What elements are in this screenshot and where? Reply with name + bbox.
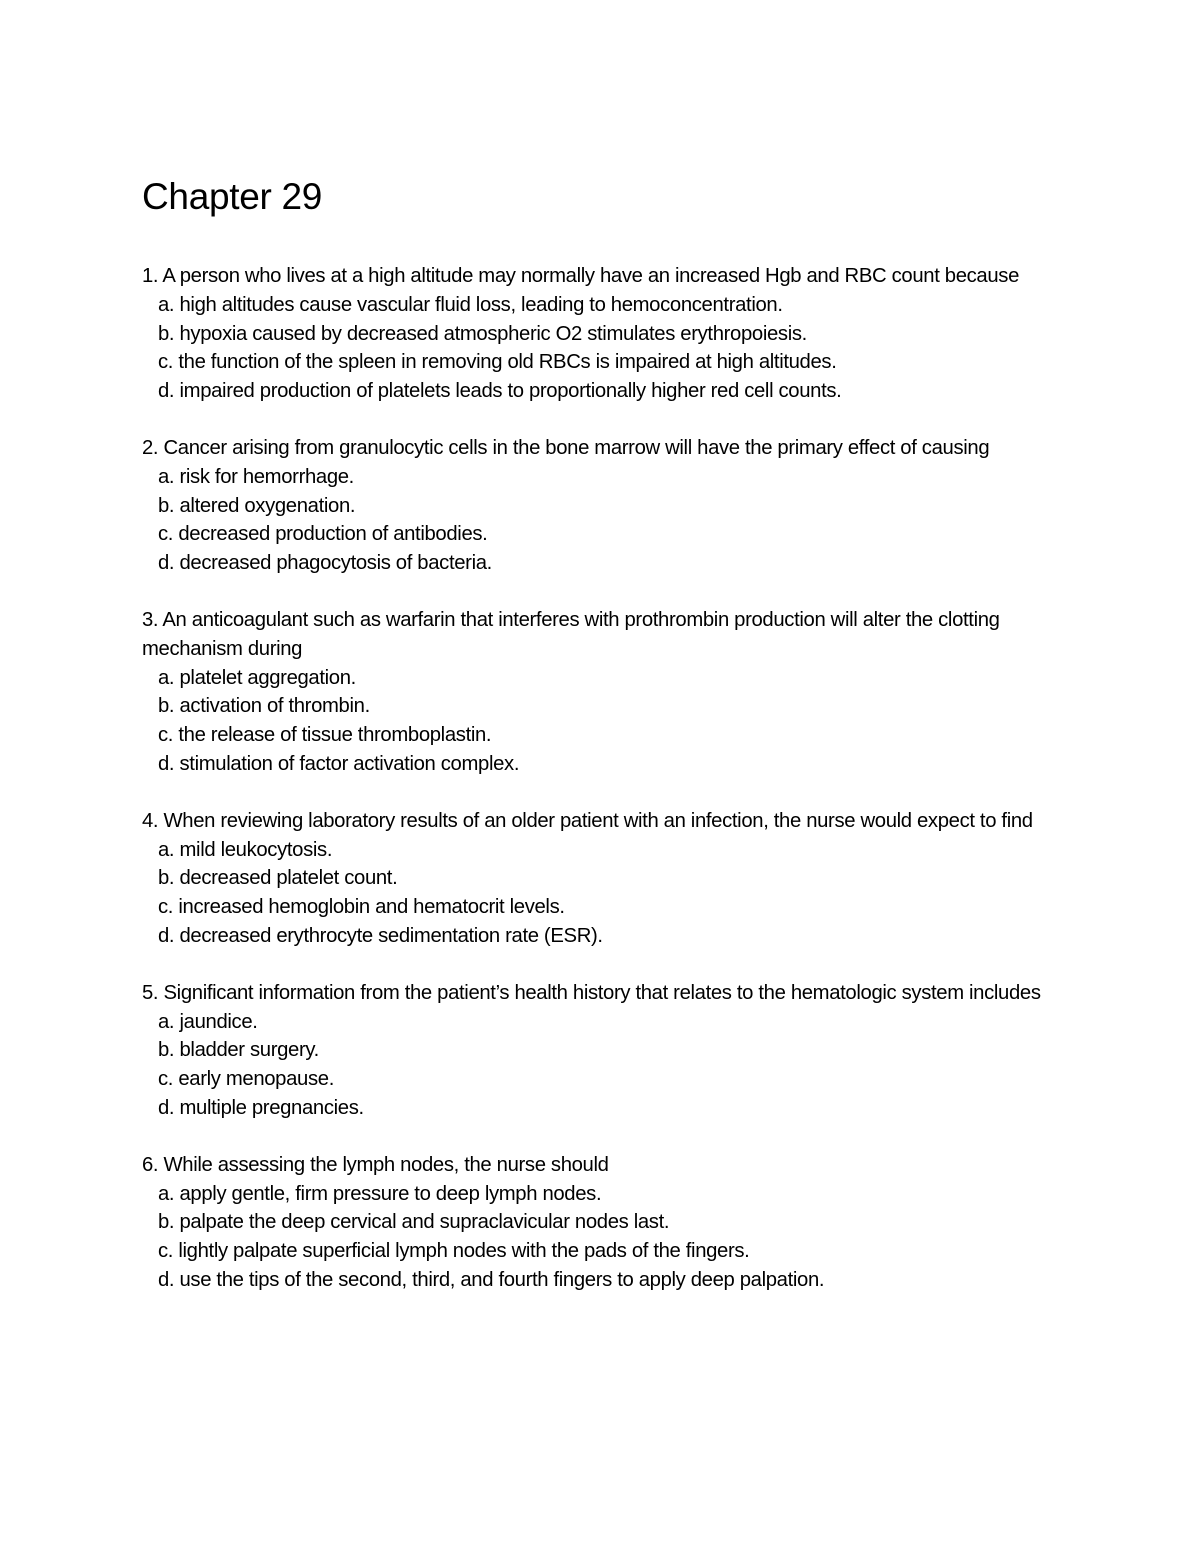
answer-option-c: c. decreased production of antibodies. bbox=[158, 523, 488, 546]
question-2 bbox=[142, 434, 1062, 578]
question-stem: 3. An anticoagulant such as warfarin that interferes with prothrombin production will alter the clotting mechanism during bbox=[142, 608, 1000, 660]
question-stem: 4. When reviewing laboratory results of an older patient with an infection, the nurse would expect to find bbox=[142, 809, 1033, 832]
answer-option-b: b. bladder surgery. bbox=[158, 1039, 319, 1062]
question-stem: 1. A person who lives at a high altitude may normally have an increased Hgb and RBC count because bbox=[142, 265, 1019, 287]
answer-option-d: d. impaired production of platelets leads to proportionally higher red cell counts. bbox=[158, 380, 842, 403]
question-6 bbox=[142, 1151, 1062, 1295]
answer-option-d: d. stimulation of factor activation complex. bbox=[158, 752, 520, 775]
question-stem: 6. While assessing the lymph nodes, the nurse should bbox=[142, 1153, 609, 1176]
answer-option-b: b. hypoxia caused by decreased atmospheric O2 stimulates erythropoiesis. bbox=[158, 322, 807, 345]
answer-option-a: a. jaundice. bbox=[158, 1010, 258, 1033]
answer-option-b: b. palpate the deep cervical and supraclavicular nodes last. bbox=[158, 1211, 670, 1234]
question-stem: 5. Significant information from the patient’s health history that relates to the hematologic system includes bbox=[142, 981, 1041, 1004]
answer-option-c: c. the release of tissue thromboplastin. bbox=[158, 724, 492, 747]
answer-option-a: a. mild leukocytosis. bbox=[158, 838, 333, 861]
question-stem: 2. Cancer arising from granulocytic cells in the bone marrow will have the primary effect of causing bbox=[142, 436, 990, 459]
answer-option-a: a. risk for hemorrhage. bbox=[158, 465, 354, 488]
answer-option-a: a. high altitudes cause vascular fluid loss, leading to hemoconcentration. bbox=[158, 293, 783, 316]
answer-option-c: c. early menopause. bbox=[158, 1068, 334, 1091]
answer-option-d: d. use the tips of the second, third, and fourth fingers to apply deep palpation. bbox=[158, 1268, 825, 1291]
answer-option-c: c. lightly palpate superficial lymph nodes with the pads of the fingers. bbox=[158, 1240, 750, 1263]
answer-option-a: a. platelet aggregation. bbox=[158, 666, 356, 689]
answer-option-d: d. multiple pregnancies. bbox=[158, 1096, 364, 1119]
question-5 bbox=[142, 979, 1062, 1123]
answer-option-d: d. decreased phagocytosis of bacteria. bbox=[158, 552, 492, 575]
answer-option-b: b. decreased platelet count. bbox=[158, 867, 398, 890]
answer-option-b: b. activation of thrombin. bbox=[158, 695, 370, 718]
answer-option-a: a. apply gentle, firm pressure to deep lymph nodes. bbox=[158, 1182, 602, 1205]
question-1 bbox=[142, 262, 1062, 406]
answer-option-d: d. decreased erythrocyte sedimentation rate (ESR). bbox=[158, 924, 603, 947]
answer-option-c: c. increased hemoglobin and hematocrit levels. bbox=[158, 896, 565, 919]
chapter-title: Chapter 29 bbox=[142, 176, 323, 217]
answer-option-c: c. the function of the spleen in removing old RBCs is impaired at high altitudes. bbox=[158, 351, 837, 374]
answer-option-b: b. altered oxygenation. bbox=[158, 494, 356, 517]
document-page bbox=[142, 170, 1062, 1323]
question-4 bbox=[142, 807, 1062, 951]
question-3 bbox=[142, 606, 1062, 779]
